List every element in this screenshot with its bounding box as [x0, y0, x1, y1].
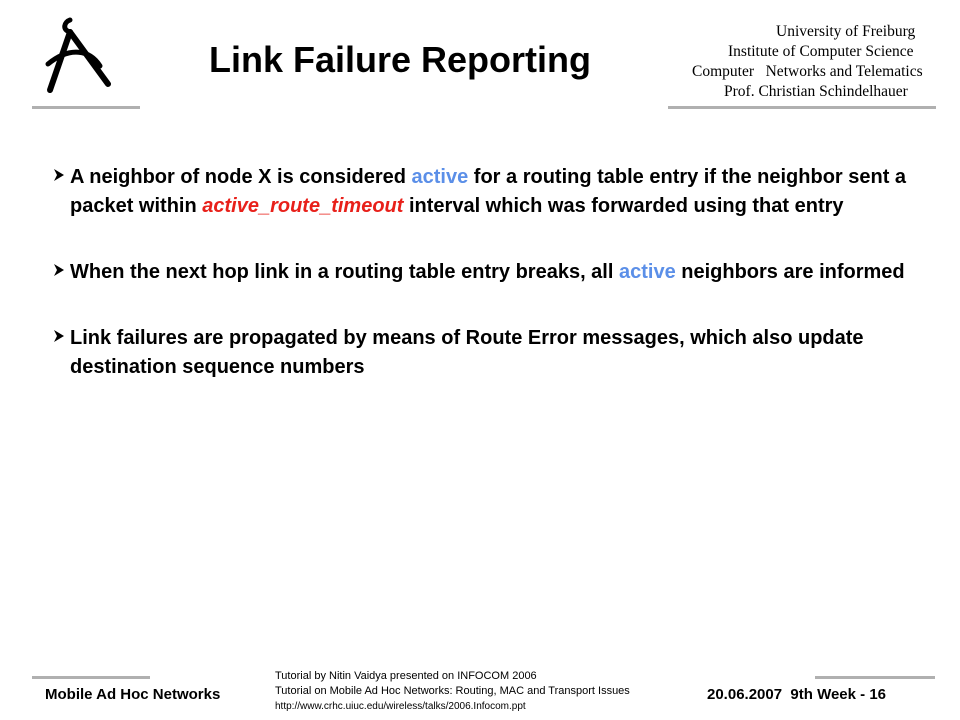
- credit-line: Tutorial on Mobile Ad Hoc Networks: Routing, MAC and Transport Issues: [275, 685, 630, 697]
- arrow-bullet-icon: [52, 329, 66, 343]
- footer-date-page: 20.06.2007 9th Week - 16: [707, 686, 887, 703]
- bullet-list: [52, 163, 912, 419]
- institution-line: Computer Networks and Telematics: [692, 63, 923, 80]
- bullet-text: When the next hop link in a routing table entry breaks, all active neighbors are informed: [70, 261, 905, 283]
- arrow-bullet-icon: [52, 168, 66, 182]
- credit-line: Tutorial by Nitin Vaidya presented on INFOCOM 2006: [275, 670, 537, 682]
- highlight-active: active: [618, 261, 676, 283]
- highlight-timeout: active_route_timeout: [202, 195, 404, 217]
- university-logo-icon: [40, 14, 120, 94]
- arrow-bullet-icon: [52, 263, 66, 277]
- footer-credits: [275, 669, 715, 714]
- footer-course-title: Mobile Ad Hoc Networks: [45, 686, 221, 703]
- header-rule-right: [668, 106, 936, 109]
- credit-url: http://www.crhc.uiuc.edu/wireless/talks/2006.Infocom.ppt: [275, 701, 526, 712]
- bullet-text: Link failures are propagated by means of Route Error messages, which also update destination sequence numbers: [70, 327, 864, 378]
- institution-line: Prof. Christian Schindelhauer: [724, 83, 908, 100]
- highlight-active: active: [411, 166, 469, 188]
- bullet-item: [52, 163, 912, 221]
- header-rule-left: [32, 106, 140, 109]
- bullet-item: [52, 324, 912, 382]
- institution-line: University of Freiburg: [776, 23, 916, 40]
- footer-rule-right: [815, 676, 935, 679]
- institution-block: [682, 22, 942, 102]
- bullet-item: [52, 258, 912, 287]
- footer-rule-left: [32, 676, 150, 679]
- bullet-text: A neighbor of node X is considered active for a routing table entry if the neighbor sent a packet within active_route_timeout interval which was forwarded using that entry: [70, 166, 907, 217]
- institution-line: Institute of Computer Science: [728, 43, 914, 60]
- page-title: Link Failure Reporting: [208, 39, 592, 80]
